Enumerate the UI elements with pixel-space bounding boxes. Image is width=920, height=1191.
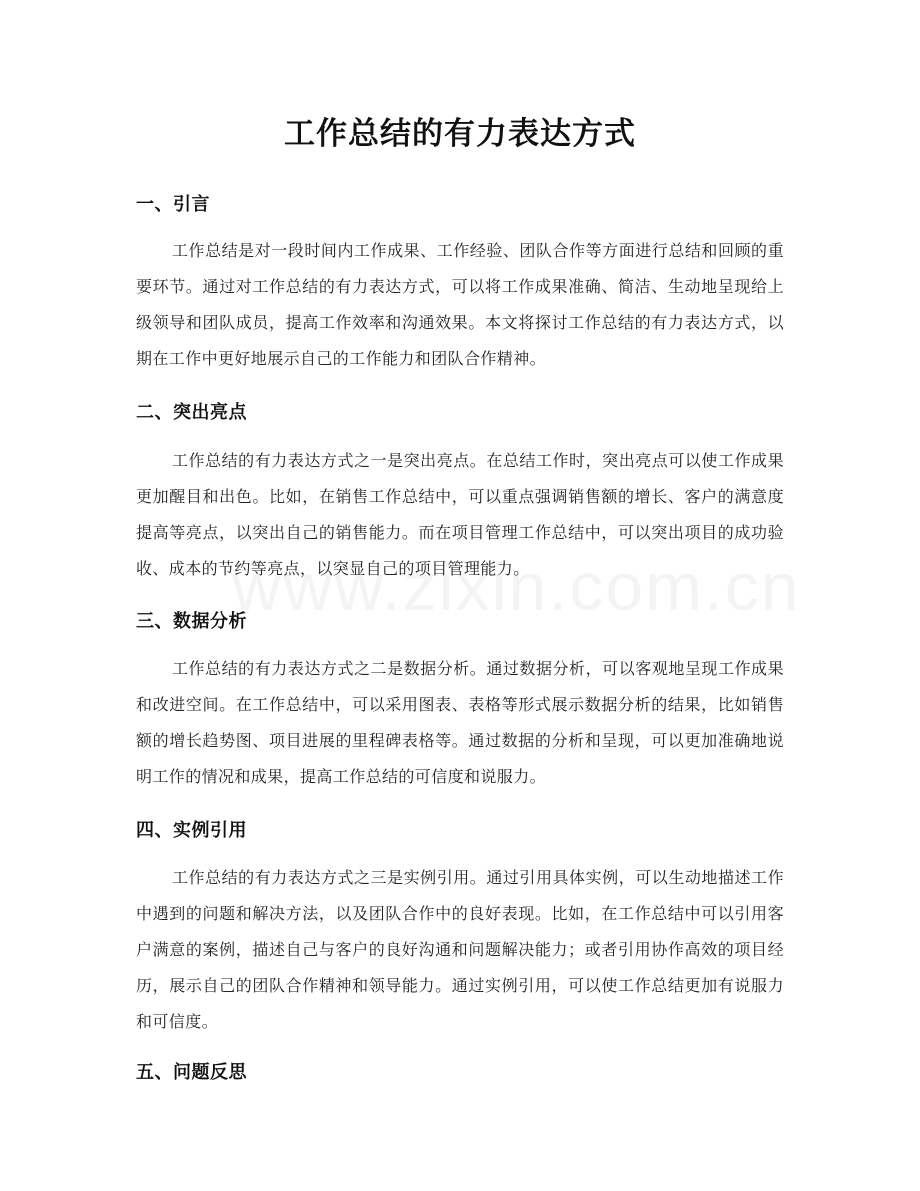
section-body-data-analysis: 工作总结的有力表达方式之二是数据分析。通过数据分析，可以客观地呈现工作成果和改进空间。在工作总结中，可以采用图表、表格等形式展示数据分析的结果，比如销售额的增长趋势图、项目进展的里程碑表格等。通过数据的分析和呈现，可以更加准确地说明工作的情况和成果，提高工作总结的可信度和说服力。 (136, 659, 784, 786)
document-title: 工作总结的有力表达方式 (284, 116, 636, 152)
section-body-highlights: 工作总结的有力表达方式之一是突出亮点。在总结工作时，突出亮点可以使工作成果更加醒目和出色。比如，在销售工作总结中，可以重点强调销售额的增长、客户的满意度提高等亮点，以突出自己的销售能力。而在项目管理工作总结中，可以突出项目的成功验收、成本的节约等亮点，以突显自己的项目管理能力。 (136, 451, 784, 578)
section-body-intro: 工作总结是对一段时间内工作成果、工作经验、团队合作等方面进行总结和回顾的重要环节。通过对工作总结的有力表达方式，可以将工作成果准确、简洁、生动地呈现给上级领导和团队成员，提高工作效率和沟通效果。本文将探讨工作总结的有力表达方式，以期在工作中更好地展示自己的工作能力和团队合作精神。 (136, 241, 784, 368)
section-heading-examples: 四、实例引用 (136, 820, 247, 841)
section-body-examples: 工作总结的有力表达方式之三是实例引用。通过引用具体实例，可以生动地描述工作中遇到的问题和解决方法，以及团队合作中的良好表现。比如，在工作总结中可以引用客户满意的案例，描述自己与客户的良好沟通和问题解决能力；或者引用协作高效的项目经历，展示自己的团队合作精神和领导能力。通过实例引用，可以使工作总结更加有说服力和可信度。 (136, 868, 784, 1031)
section-heading-data-analysis: 三、数据分析 (136, 611, 247, 632)
section-heading-reflection: 五、问题反思 (136, 1062, 247, 1083)
section-heading-intro: 一、引言 (136, 194, 210, 215)
section-heading-highlights: 二、突出亮点 (136, 402, 247, 423)
